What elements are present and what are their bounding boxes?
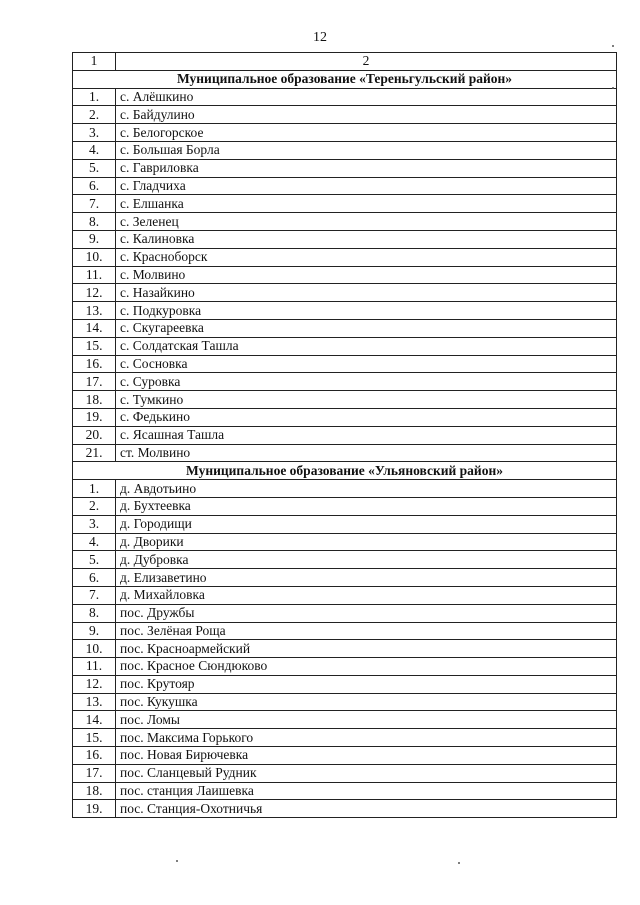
settlement-name: пос. Ломы bbox=[116, 711, 617, 729]
table-body bbox=[73, 53, 617, 818]
table-row bbox=[73, 658, 617, 676]
settlement-name: с. Подкуровка bbox=[116, 302, 617, 320]
column-header-name: 2 bbox=[116, 53, 617, 71]
scan-speck bbox=[612, 87, 614, 89]
settlement-name: пос. станция Лаишевка bbox=[116, 782, 617, 800]
settlement-name: пос. Максима Горького bbox=[116, 729, 617, 747]
table-row bbox=[73, 747, 617, 765]
row-number: 12. bbox=[73, 675, 116, 693]
settlement-name: с. Тумкино bbox=[116, 391, 617, 409]
settlements-table bbox=[72, 52, 617, 818]
table-row bbox=[73, 640, 617, 658]
table-row bbox=[73, 497, 617, 515]
row-number: 15. bbox=[73, 729, 116, 747]
table-row bbox=[73, 604, 617, 622]
scan-speck bbox=[458, 862, 460, 864]
table-row bbox=[73, 586, 617, 604]
settlement-name: пос. Сланцевый Рудник bbox=[116, 764, 617, 782]
settlement-name: пос. Дружбы bbox=[116, 604, 617, 622]
row-number: 4. bbox=[73, 141, 116, 159]
settlement-name: д. Бухтеевка bbox=[116, 497, 617, 515]
row-number: 5. bbox=[73, 551, 116, 569]
table-row bbox=[73, 106, 617, 124]
settlement-name: д. Михайловка bbox=[116, 586, 617, 604]
column-header-number: 1 bbox=[73, 53, 116, 71]
table-row bbox=[73, 373, 617, 391]
row-number: 3. bbox=[73, 515, 116, 533]
row-number: 1. bbox=[73, 480, 116, 498]
table-row bbox=[73, 729, 617, 747]
settlement-name: д. Дворики bbox=[116, 533, 617, 551]
settlement-name: с. Суровка bbox=[116, 373, 617, 391]
settlement-name: пос. Красноармейский bbox=[116, 640, 617, 658]
row-number: 13. bbox=[73, 302, 116, 320]
row-number: 6. bbox=[73, 569, 116, 587]
table-row bbox=[73, 177, 617, 195]
section-title: Муниципальное образование «Тереньгульский район» bbox=[73, 70, 617, 88]
settlement-name: ст. Молвино bbox=[116, 444, 617, 462]
row-number: 1. bbox=[73, 88, 116, 106]
table-row bbox=[73, 88, 617, 106]
settlement-name: с. Елшанка bbox=[116, 195, 617, 213]
settlement-name: с. Гладчиха bbox=[116, 177, 617, 195]
table-row bbox=[73, 764, 617, 782]
row-number: 21. bbox=[73, 444, 116, 462]
table-header-row bbox=[73, 53, 617, 71]
settlement-name: с. Алёшкино bbox=[116, 88, 617, 106]
settlement-name: д. Городищи bbox=[116, 515, 617, 533]
row-number: 2. bbox=[73, 497, 116, 515]
settlement-name: с. Солдатская Ташла bbox=[116, 337, 617, 355]
table-row bbox=[73, 693, 617, 711]
row-number: 15. bbox=[73, 337, 116, 355]
row-number: 17. bbox=[73, 764, 116, 782]
table-row bbox=[73, 569, 617, 587]
row-number: 14. bbox=[73, 319, 116, 337]
settlement-name: с. Зеленец bbox=[116, 213, 617, 231]
table-row bbox=[73, 159, 617, 177]
table-row bbox=[73, 782, 617, 800]
row-number: 8. bbox=[73, 604, 116, 622]
row-number: 16. bbox=[73, 747, 116, 765]
row-number: 3. bbox=[73, 124, 116, 142]
row-number: 6. bbox=[73, 177, 116, 195]
table-row bbox=[73, 622, 617, 640]
table-row bbox=[73, 675, 617, 693]
row-number: 14. bbox=[73, 711, 116, 729]
settlement-name: с. Калиновка bbox=[116, 230, 617, 248]
row-number: 9. bbox=[73, 622, 116, 640]
table-row bbox=[73, 515, 617, 533]
settlement-name: с. Ясашная Ташла bbox=[116, 426, 617, 444]
table-row bbox=[73, 284, 617, 302]
row-number: 19. bbox=[73, 408, 116, 426]
table-row bbox=[73, 426, 617, 444]
table-row bbox=[73, 391, 617, 409]
settlement-name: с. Сосновка bbox=[116, 355, 617, 373]
table-row bbox=[73, 230, 617, 248]
settlement-name: пос. Крутояр bbox=[116, 675, 617, 693]
row-number: 7. bbox=[73, 586, 116, 604]
settlement-name: пос. Красное Сюндюково bbox=[116, 658, 617, 676]
table-row bbox=[73, 355, 617, 373]
section-row bbox=[73, 70, 617, 88]
table-row bbox=[73, 141, 617, 159]
row-number: 2. bbox=[73, 106, 116, 124]
settlement-name: д. Авдотьино bbox=[116, 480, 617, 498]
row-number: 11. bbox=[73, 658, 116, 676]
table-row bbox=[73, 551, 617, 569]
scan-speck bbox=[612, 45, 614, 47]
settlement-name: пос. Новая Бирючевка bbox=[116, 747, 617, 765]
table-row bbox=[73, 800, 617, 818]
settlement-name: д. Елизаветино bbox=[116, 569, 617, 587]
page-number: 12 bbox=[313, 30, 327, 45]
row-number: 18. bbox=[73, 782, 116, 800]
settlement-name: пос. Кукушка bbox=[116, 693, 617, 711]
row-number: 10. bbox=[73, 248, 116, 266]
settlement-name: с. Большая Борла bbox=[116, 141, 617, 159]
table-row bbox=[73, 319, 617, 337]
row-number: 16. bbox=[73, 355, 116, 373]
table-row bbox=[73, 213, 617, 231]
row-number: 10. bbox=[73, 640, 116, 658]
row-number: 12. bbox=[73, 284, 116, 302]
settlement-name: с. Белогорское bbox=[116, 124, 617, 142]
table-row bbox=[73, 480, 617, 498]
row-number: 11. bbox=[73, 266, 116, 284]
row-number: 5. bbox=[73, 159, 116, 177]
row-number: 17. bbox=[73, 373, 116, 391]
row-number: 8. bbox=[73, 213, 116, 231]
settlement-name: д. Дубровка bbox=[116, 551, 617, 569]
row-number: 13. bbox=[73, 693, 116, 711]
row-number: 18. bbox=[73, 391, 116, 409]
row-number: 20. bbox=[73, 426, 116, 444]
settlement-name: с. Назайкино bbox=[116, 284, 617, 302]
section-row bbox=[73, 462, 617, 480]
settlement-name: пос. Станция-Охотничья bbox=[116, 800, 617, 818]
row-number: 9. bbox=[73, 230, 116, 248]
row-number: 7. bbox=[73, 195, 116, 213]
table-row bbox=[73, 337, 617, 355]
table-row bbox=[73, 124, 617, 142]
table-row bbox=[73, 266, 617, 284]
table-row bbox=[73, 195, 617, 213]
settlement-name: пос. Зелёная Роща bbox=[116, 622, 617, 640]
settlement-name: с. Красноборск bbox=[116, 248, 617, 266]
table-row bbox=[73, 408, 617, 426]
table-row bbox=[73, 711, 617, 729]
row-number: 19. bbox=[73, 800, 116, 818]
settlement-name: с. Байдулино bbox=[116, 106, 617, 124]
settlement-name: с. Федькино bbox=[116, 408, 617, 426]
table-row bbox=[73, 533, 617, 551]
table-row bbox=[73, 248, 617, 266]
settlement-name: с. Скугареевка bbox=[116, 319, 617, 337]
section-title: Муниципальное образование «Ульяновский район» bbox=[73, 462, 617, 480]
settlement-name: с. Гавриловка bbox=[116, 159, 617, 177]
row-number: 4. bbox=[73, 533, 116, 551]
table-row bbox=[73, 302, 617, 320]
settlement-name: с. Молвино bbox=[116, 266, 617, 284]
table-row bbox=[73, 444, 617, 462]
scan-speck bbox=[176, 860, 178, 862]
